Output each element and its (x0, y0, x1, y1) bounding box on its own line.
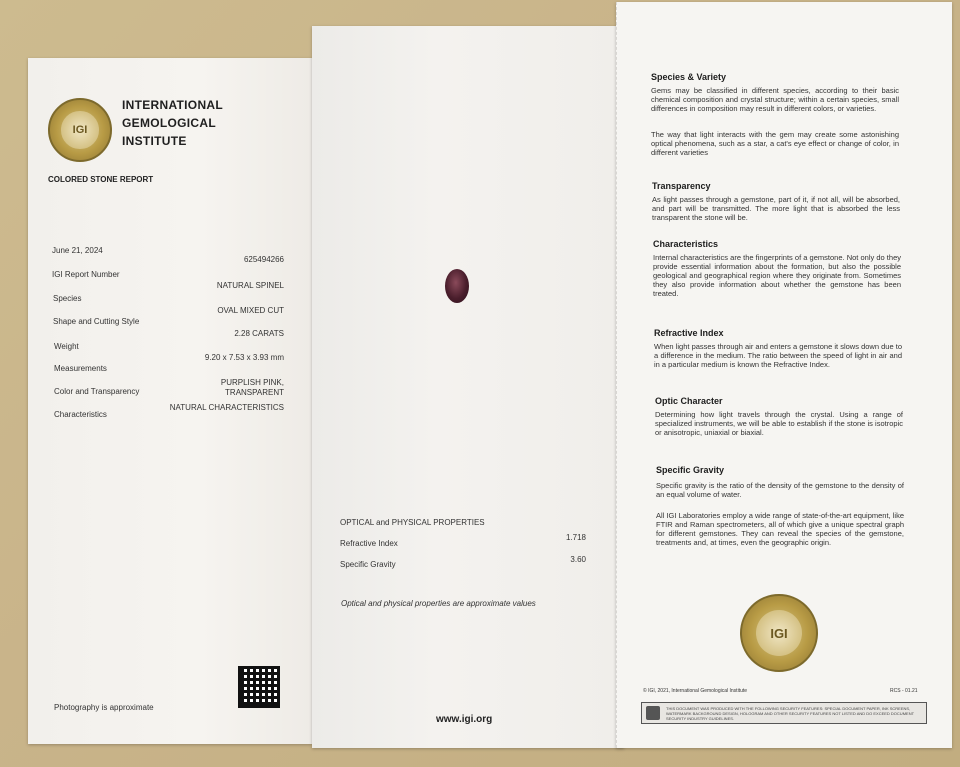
institute-name-line2: GEMOLOGICAL (122, 116, 216, 130)
weight-label: Weight (54, 342, 79, 351)
species-variety-text-2: The way that light interacts with the gem may create some astonishing optical phenomena, such as a star, a cat's eye effect or change of color, in different varieties (651, 130, 899, 157)
institute-name-line1: INTERNATIONAL (122, 98, 224, 112)
species-label: Species (53, 294, 82, 303)
refractive-index-label: Refractive Index (340, 539, 398, 548)
qr-code[interactable] (238, 666, 280, 708)
shape-value: OVAL MIXED CUT (217, 306, 284, 315)
seal-center (61, 111, 98, 148)
species-value: NATURAL SPINEL (216, 281, 284, 290)
transparency-text: As light passes through a gemstone, part of it, if not all, will be absorbed, and part will be transmitted. The more light that is absorbed the less transparent the stone will be. (652, 195, 900, 222)
gold-seal-text: IGI (770, 625, 788, 641)
species-variety-text: Gems may be classified in different species, according to their basic chemical composition and crystal structure; within a certain species, small differences in composition may result in different colors, or varieties. (651, 86, 899, 113)
report-number-label: IGI Report Number (52, 270, 120, 279)
security-footer (641, 702, 927, 724)
optic-character-text: Determining how light travels through the crystal. Using a range of specialized instruments, we will be able to establish if the stone is isotropic or anisotropic, uniaxial or biaxial. (655, 410, 903, 437)
characteristics-heading: Characteristics (653, 239, 719, 249)
measurements-value: 9.20 x 7.53 x 3.93 mm (204, 353, 284, 362)
specific-gravity-value: 3.60 (570, 555, 586, 564)
report-number-value: 625494266 (243, 255, 284, 264)
security-footer-text: THIS DOCUMENT WAS PRODUCED WITH THE FOLLOWING SECURITY FEATURES: SPECIAL DOCUMENT PAPER, INK SCREENS, WATERMARK BACKGROUND DESIGN, HOLOGRAM AND OTHER SECURITY FEATURES NOT LISTED AND DO EXCEED DOCUMENT SECURITY INDUSTRY GUIDELINES. (666, 706, 914, 721)
transparency-value: TRANSPARENT (225, 388, 284, 397)
refractive-index-value: 1.718 (565, 533, 586, 542)
shape-label: Shape and Cutting Style (53, 317, 140, 326)
gemstone-photo (445, 269, 469, 303)
gold-seal-center (756, 610, 802, 656)
refractive-index-text: When light passes through air and enters a gemstone it slows down due to a difference in the medium. The ratio between the speed of light in air and in a particular medium is known the Refractive Index. (654, 342, 902, 369)
color-label: Color and Transparency (54, 387, 140, 396)
characteristics-text: Internal characteristics are the fingerprints of a gemstone. Not only do they provide essential information about the formation, but also the possible geological and geographical region where they originate from. Sometimes they also provide information about whether the gemstone has been treated. (653, 253, 901, 298)
species-variety-heading: Species & Variety (651, 72, 727, 82)
form-code: RCS - 01.21 (890, 688, 918, 694)
characteristics-label: Characteristics (54, 410, 107, 419)
transparency-heading: Transparency (652, 181, 711, 191)
specific-gravity-text: Specific gravity is the ratio of the density of the gemstone to the density of an equal volume of water. (656, 481, 904, 499)
measurements-label: Measurements (54, 364, 107, 373)
optical-note: Optical and physical properties are approximate values (341, 599, 536, 608)
laboratories-text: All IGI Laboratories employ a wide range of state-of-the-art equipment, like FTIR and Raman spectrometers, all of which give a unique spectral graph for different gemstones. They can reveal the species of the gemstone, treatments and, at times, even the geographic origin. (656, 511, 904, 547)
igi-seal-logo (48, 98, 112, 162)
weight-value: 2.28 CARATS (234, 329, 284, 338)
seal-text: IGI (72, 124, 88, 136)
optical-heading: OPTICAL and PHYSICAL PROPERTIES (340, 518, 485, 527)
report-left-panel (28, 58, 312, 744)
igi-gold-seal (740, 594, 818, 672)
copyright-text: © IGI, 2021, International Gemological Institute (643, 688, 748, 694)
optic-character-heading: Optic Character (655, 396, 723, 406)
website-link[interactable]: www.igi.org (436, 714, 493, 725)
report-title: COLORED STONE REPORT (48, 175, 154, 184)
photography-note: Photography is approximate (54, 703, 154, 712)
specific-gravity-label: Specific Gravity (340, 560, 396, 569)
institute-name (122, 96, 223, 150)
report-middle-panel (312, 26, 624, 748)
report-date: June 21, 2024 (52, 246, 103, 255)
document-icon (646, 706, 660, 720)
color-value: PURPLISH PINK, (220, 378, 284, 387)
refractive-index-heading: Refractive Index (654, 328, 724, 338)
characteristics-value: NATURAL CHARACTERISTICS (169, 403, 284, 412)
specific-gravity-heading: Specific Gravity (656, 465, 725, 475)
institute-name-line3: INSTITUTE (122, 134, 187, 148)
